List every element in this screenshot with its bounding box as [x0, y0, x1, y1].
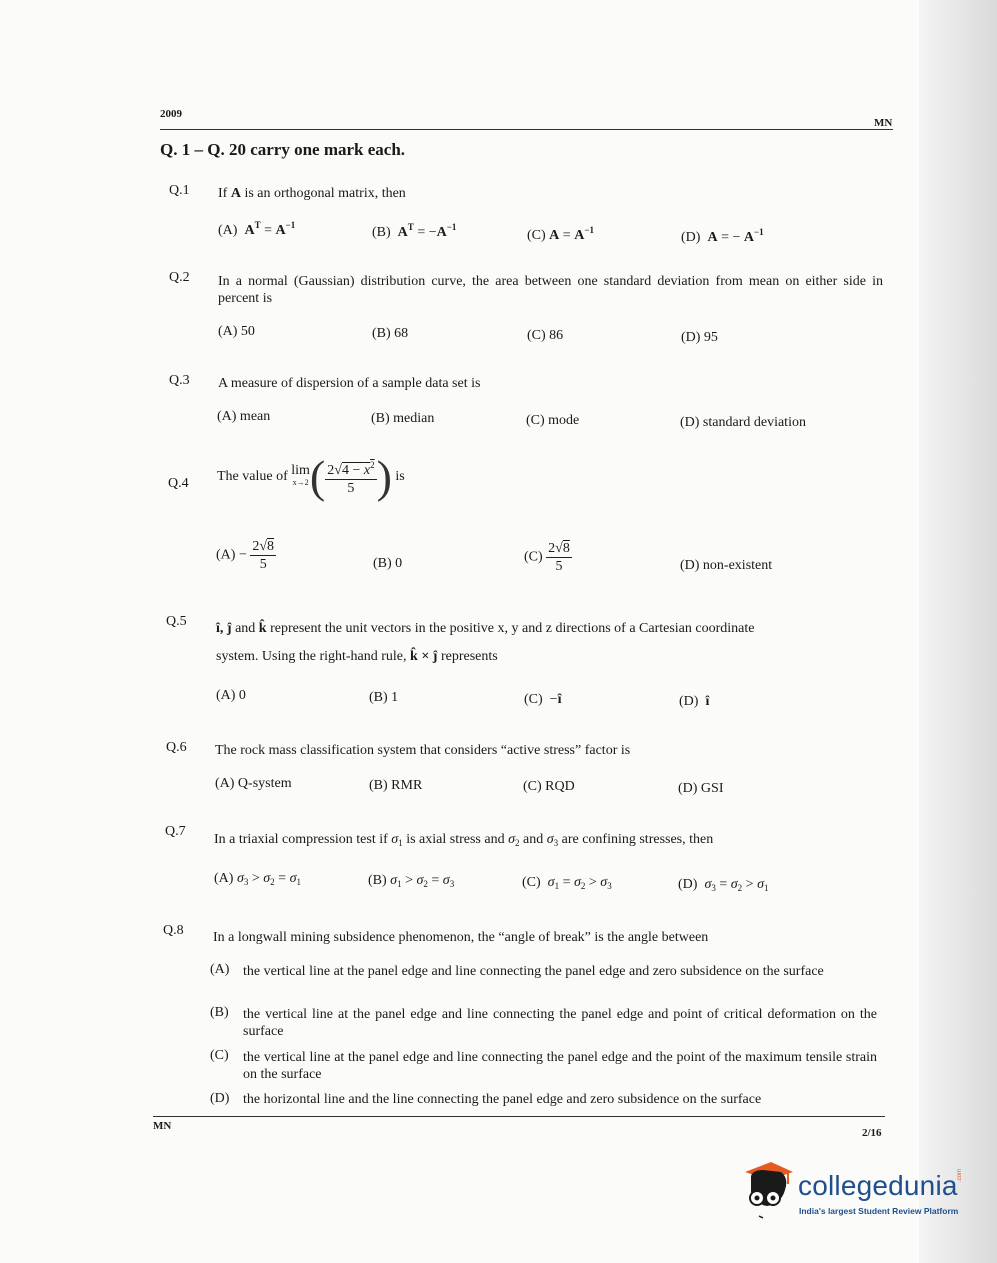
student-mascot-icon	[741, 1160, 797, 1224]
option-c: (C) 86	[527, 328, 564, 343]
option-d-text: the horizontal line and the line connecting the panel edge and zero subsidence on the surface	[243, 1092, 762, 1107]
logo-tagline: India's largest Student Review Platform	[799, 1206, 959, 1216]
question-number: Q.7	[165, 824, 186, 839]
option-b-label: (B)	[210, 1005, 229, 1020]
question-text-line2: system. Using the right-hand rule, k̂ × ĵ represents	[216, 649, 498, 664]
limit-expression: lim x→2	[291, 463, 310, 487]
option-b: (B) 0	[373, 556, 403, 571]
option-d: (D) GSI	[678, 781, 724, 796]
option-a: (A) $A^T = A^{-1}$	[218, 220, 296, 238]
option-c: (C) $A = A^{-1}$	[527, 225, 594, 243]
option-b-text: the vertical line at the panel edge and line connecting the panel edge and point of critical deformation on the surface	[243, 1007, 877, 1039]
question-number: Q.2	[169, 270, 190, 285]
option-a: (A) 50	[218, 324, 255, 339]
option-d: (D) 95	[681, 330, 718, 345]
question-text: In a normal (Gaussian) distribution curve, the area between one standard deviation from mean on either side in percent is	[218, 274, 883, 306]
option-c: (C) $\sigma_1 = \sigma_2 > \sigma_3$	[522, 875, 612, 891]
question-text: î, ĵ and k̂ represent the unit vectors in the positive x, y and z directions of a Cartesian coordinate	[216, 621, 755, 636]
logo-wordmark: collegedunia	[798, 1170, 958, 1201]
question-text: If A is an orthogonal matrix, then	[218, 186, 406, 201]
option-b: (B) $\sigma_1 > \sigma_2 = \sigma_3$	[368, 873, 455, 889]
option-a: (A) $\sigma_3 > \sigma_2 = \sigma_1$	[214, 871, 301, 887]
option-d: (D) $\sigma_3 = \sigma_2 > \sigma_1$	[678, 877, 769, 893]
section-title: Q. 1 – Q. 20 carry one mark each.	[160, 140, 406, 159]
question-text: The rock mass classification system that considers “active stress” factor is	[215, 743, 631, 758]
option-c-text: the vertical line at the panel edge and line connecting the panel edge and the point of the maximum tensile strain on the surface	[243, 1050, 877, 1082]
option-b: (B) 68	[372, 326, 409, 341]
option-d: (D) î	[679, 694, 710, 709]
option-b: (B) median	[371, 411, 435, 426]
question-text: In a triaxial compression test if $\sigma_1$ is axial stress and $\sigma_2$ and $\sigma_3$ are confining stresses, then	[214, 832, 714, 848]
option-d: (D) A = − $A^{-1}$	[681, 227, 764, 245]
option-c-label: (C)	[210, 1048, 229, 1063]
option-a: (A) 0	[216, 688, 246, 703]
option-c: (C) mode	[526, 413, 580, 428]
option-b: (B) RMR	[369, 778, 423, 793]
question-number: Q.8	[163, 923, 184, 938]
option-d: (D) non-existent	[680, 558, 773, 573]
question-number: Q.1	[169, 183, 190, 198]
question-number: Q.6	[166, 740, 187, 755]
option-a-label: (A)	[210, 962, 230, 977]
footer-paper-code: MN	[153, 1120, 172, 1132]
question-text: The value of lim x→2 ( $\frac{2√4 - x^2}{5}$ ) is	[217, 451, 405, 502]
option-d-label: (D)	[210, 1091, 230, 1106]
option-a: (A) mean	[217, 409, 271, 424]
option-a: (A) − $\frac{2√8}{5}$	[216, 539, 275, 572]
option-d: (D) standard deviation	[680, 415, 806, 430]
option-a: (A) Q-system	[215, 776, 292, 791]
footer-page-number: 2/16	[862, 1127, 882, 1139]
option-b: (B) $A^T = -A^{-1}$	[372, 222, 457, 240]
collegedunia-logo	[741, 1160, 971, 1224]
header-paper-code: MN	[874, 117, 893, 129]
option-c: (C) RQD	[523, 779, 575, 794]
logo-domain-suffix: .com	[957, 1168, 963, 1182]
page-edge-shadow	[919, 0, 997, 1263]
header-rule	[160, 129, 893, 130]
question-number: Q.5	[166, 614, 187, 629]
question-text: In a longwall mining subsidence phenomenon, the “angle of break” is the angle between	[213, 930, 709, 945]
question-number: Q.4	[168, 476, 189, 491]
option-a-text: the vertical line at the panel edge and line connecting the panel edge and zero subsidence on the surface	[243, 964, 824, 979]
option-c: (C) −î	[524, 692, 562, 707]
header-year: 2009	[160, 108, 182, 120]
question-number: Q.3	[169, 373, 190, 388]
option-b: (B) 1	[369, 690, 399, 705]
question-text: A measure of dispersion of a sample data set is	[218, 376, 481, 391]
option-c: (C) $\frac{2√8}{5}$	[524, 541, 570, 574]
footer-rule	[153, 1116, 885, 1117]
